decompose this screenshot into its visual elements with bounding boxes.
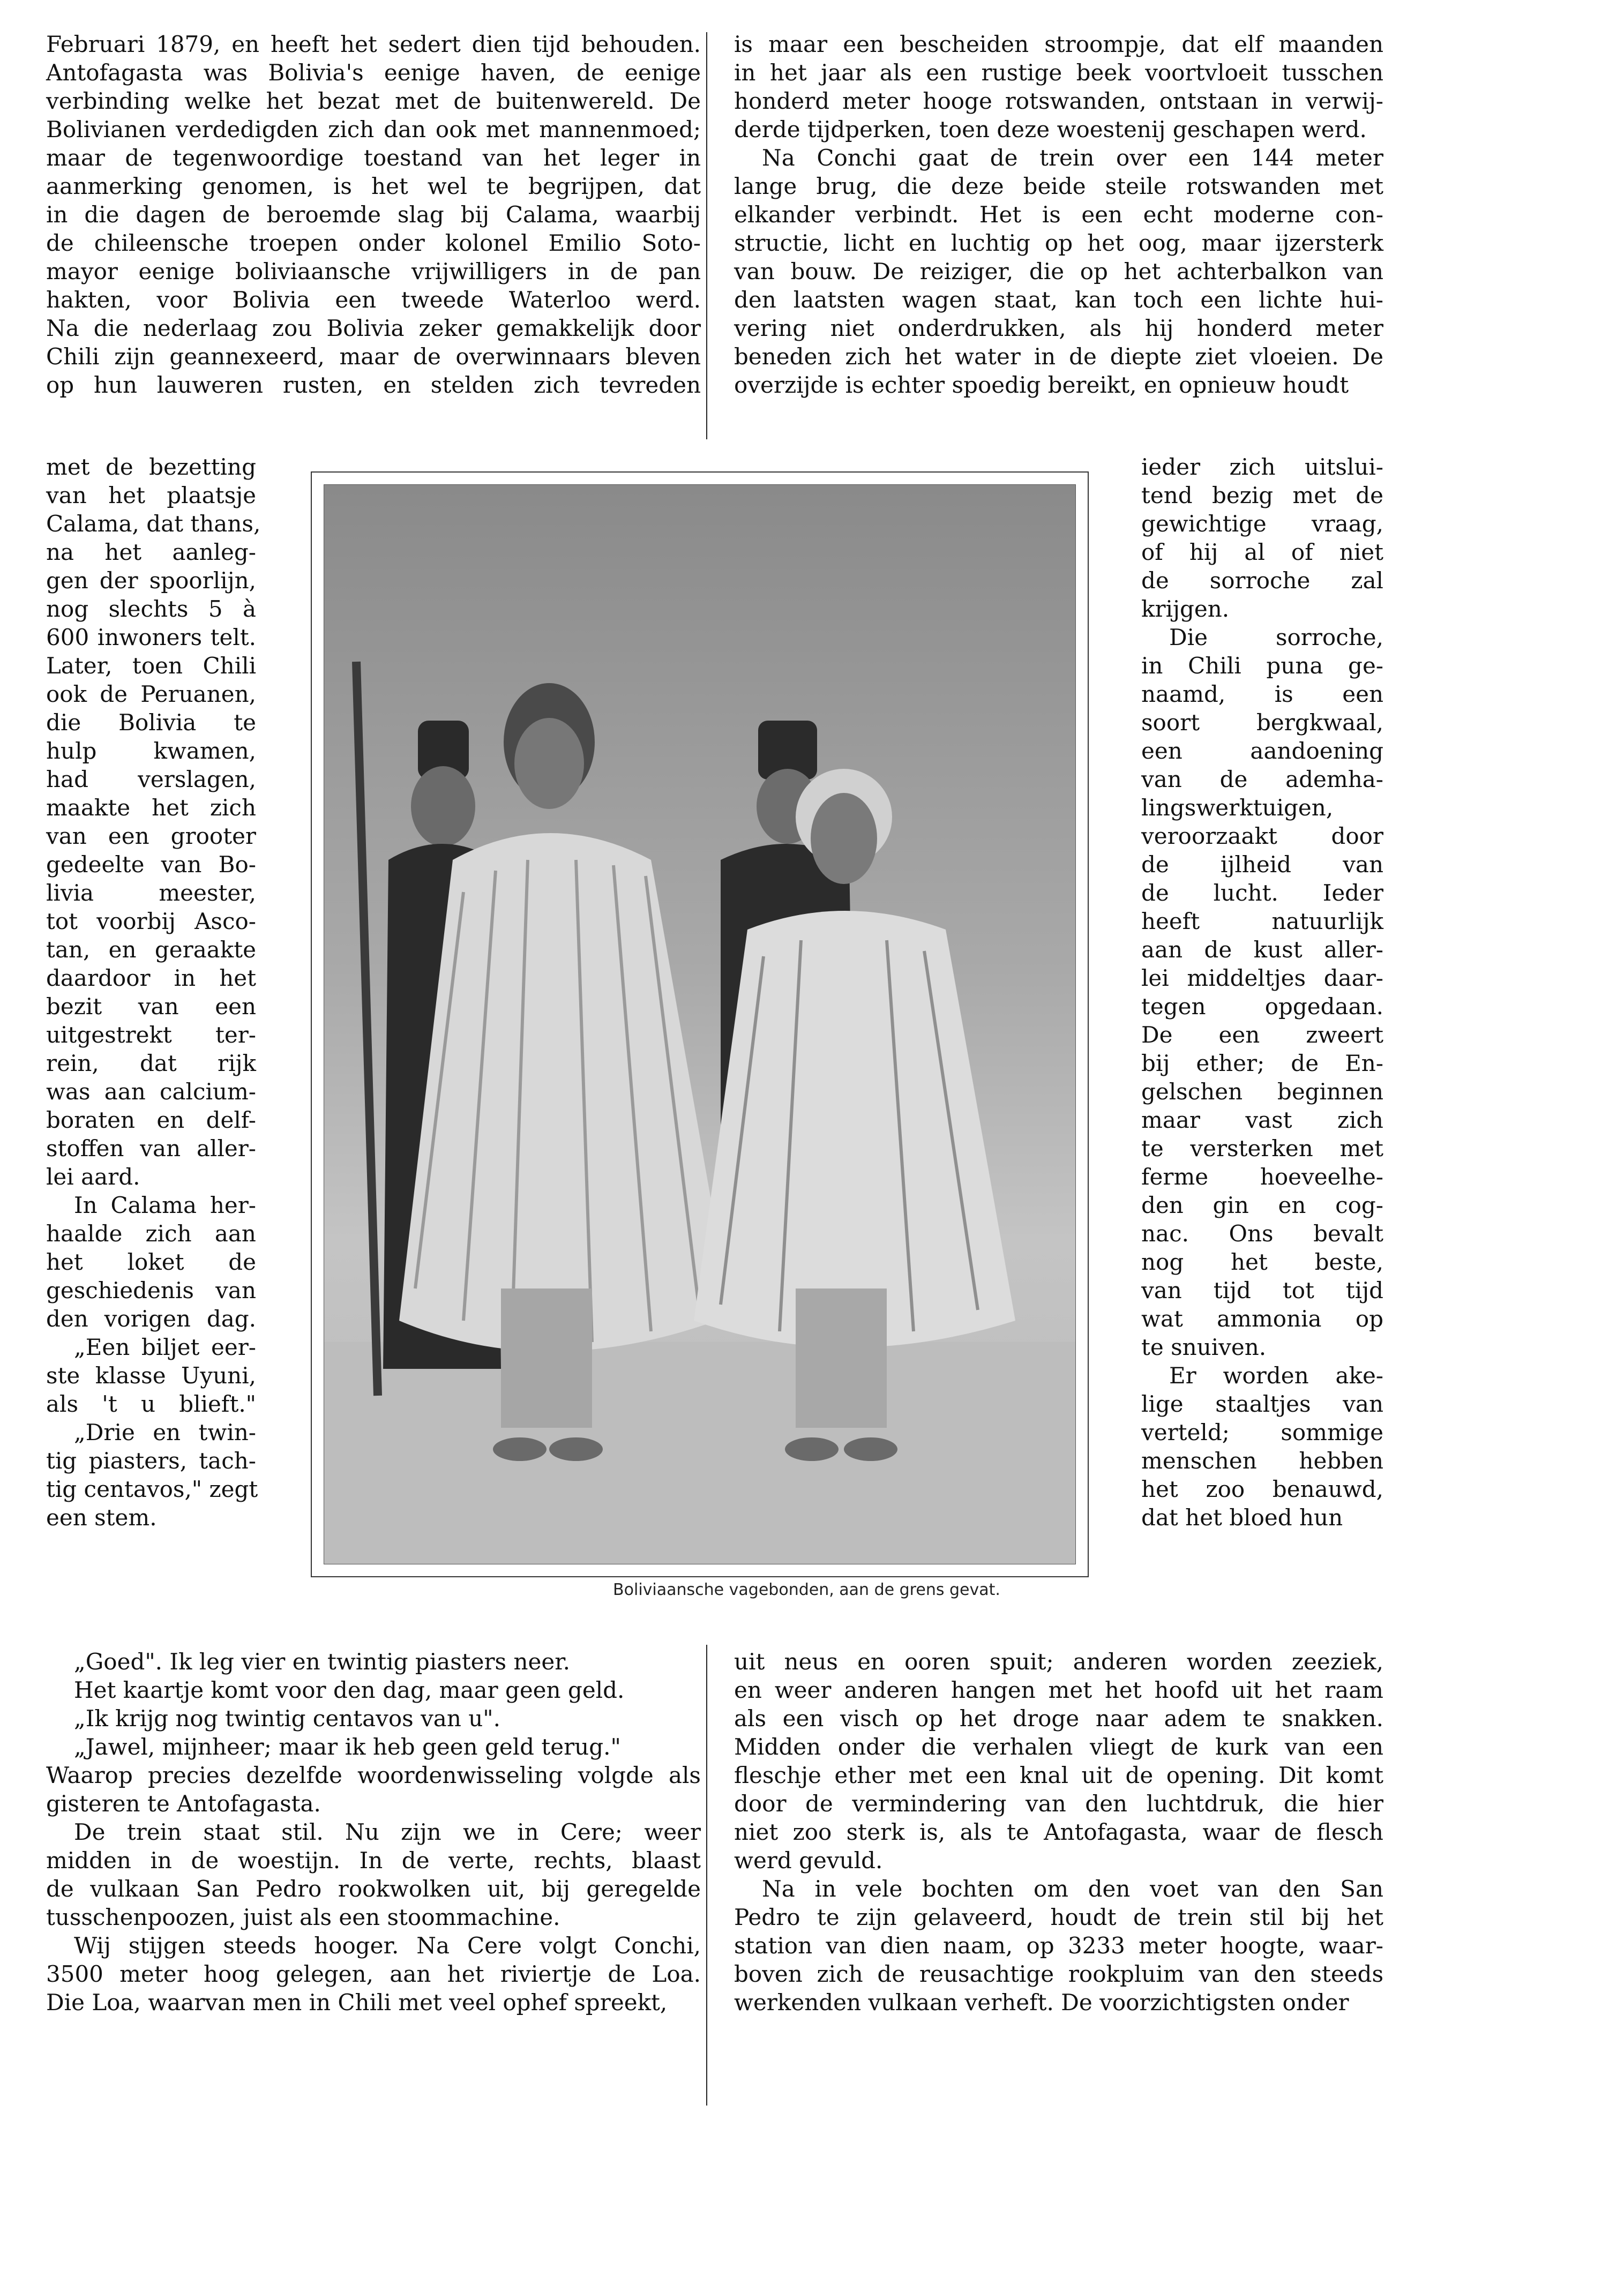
text-line: tan, en geraakte [46, 937, 256, 963]
text-line: Pedro te zijn gelaveerd, houdt de trein stil bij het [734, 1904, 1383, 1930]
text-line: als een visch op het droge naar adem te snakken. [734, 1705, 1383, 1732]
text-line: Het kaartje komt voor den dag, maar geen geld. [74, 1677, 625, 1703]
text-line: Chili zijn geannexeerd, maar de overwinnaars bleven [46, 343, 701, 370]
text-line: tend bezig met de [1141, 482, 1383, 508]
text-line: Calama, dat thans, [46, 511, 261, 537]
text-line: werkenden vulkaan verheft. De voorzichtigsten onder [734, 1989, 1349, 2016]
text-line: Na die nederlaag zou Bolivia zeker gemakkelijk door [46, 315, 701, 341]
text-line: de chileensche troepen onder kolonel Emilio Soto- [46, 230, 701, 256]
text-line: hakten, voor Bolivia een tweede Waterloo werd. [46, 287, 701, 313]
text-line: lei aard. [46, 1164, 140, 1190]
text-line: Februari 1879, en heeft het sedert dien tijd behouden. [46, 31, 701, 57]
text-line: veroorzaakt door [1141, 823, 1383, 849]
text-line: het zoo benauwd, [1141, 1476, 1383, 1502]
text-line: elkander verbindt. Het is een echt moderne con- [734, 201, 1383, 228]
text-line: 600 inwoners telt. [46, 624, 256, 650]
text-line: de sorroche zal [1141, 567, 1383, 594]
text-line: ieder zich uitslui- [1141, 454, 1383, 480]
text-line: lige staaltjes van [1141, 1391, 1383, 1417]
text-line: rein, dat rijk [46, 1050, 256, 1076]
text-line: die Bolivia te [46, 709, 256, 736]
text-line: dat het bloed hun [1141, 1504, 1343, 1531]
left-column-top [46, 30, 701, 399]
text-line: derde tijdperken, toen deze woestenij geschapen werd. [734, 116, 1367, 143]
text-line: door de vermindering van den luchtdruk, die hier [734, 1790, 1383, 1817]
text-line: „Goed". Ik leg vier en twintig piasters neer. [74, 1649, 571, 1675]
text-line: nac. Ons bevalt [1141, 1220, 1383, 1247]
text-line: heeft natuurlijk [1141, 908, 1383, 934]
text-line: van het plaatsje [46, 482, 256, 508]
text-line: van tijd tot tijd [1141, 1277, 1383, 1303]
text-line: te snuiven. [1141, 1334, 1267, 1360]
text-line: de ijlheid van [1141, 851, 1383, 878]
text-line: Die sorroche, [1169, 624, 1383, 650]
text-line: na het aanleg- [46, 539, 256, 565]
text-line: „Drie en twin- [74, 1419, 256, 1445]
text-line: de vulkaan San Pedro rookwolken uit, bij geregelde [46, 1876, 701, 1902]
text-line: In Calama her- [74, 1192, 256, 1218]
text-line: De trein staat stil. Nu zijn we in Cere; weer [74, 1819, 701, 1845]
text-line: boven zich de reusachtige rookpluim van den steeds [734, 1961, 1383, 1987]
text-line: verteld; sommige [1141, 1419, 1383, 1445]
text-line: met de bezetting [46, 454, 256, 480]
text-line: uitgestrekt ter- [46, 1022, 256, 1048]
text-line: ook de Peruanen, [46, 681, 256, 707]
text-line: ste klasse Uyuni, [46, 1362, 256, 1389]
text-line: beneden zich het water in de diepte ziet vloeien. De [734, 343, 1383, 370]
text-line: stoffen van aller- [46, 1135, 256, 1162]
text-line: niet zoo sterk is, als te Antofagasta, waar de flesch [734, 1819, 1383, 1845]
text-line: nog het beste, [1141, 1249, 1383, 1275]
text-line: den laatsten wagen staat, kan toch een lichte hui- [734, 287, 1383, 313]
text-line: den vorigen dag. [46, 1306, 256, 1332]
text-line: De een zweert [1141, 1022, 1383, 1048]
text-line: verbinding welke het bezat met de buitenwereld. De [46, 88, 701, 114]
text-line: uit neus en ooren spuit; anderen worden zeeziek, [734, 1649, 1383, 1675]
text-line: op hun lauweren rusten, en stelden zich tevreden [46, 372, 701, 398]
text-line: Antofagasta was Bolivia's eenige haven, de eenige [46, 59, 701, 86]
text-line: en weer anderen hangen met het hoofd uit het raam [734, 1677, 1383, 1703]
right-column-narrow [1141, 453, 1383, 1532]
text-line: menschen hebben [1141, 1448, 1383, 1474]
text-line: gewichtige vraag, [1141, 511, 1383, 537]
text-line: Waarop precies dezelfde woordenwisseling volgde als [46, 1762, 701, 1788]
text-line: Die Loa, waarvan men in Chili met veel ophef spreekt, [46, 1989, 668, 2016]
photograph-bolivian-vagabonds [324, 484, 1076, 1564]
text-line: in Chili puna ge- [1141, 653, 1383, 679]
text-line: maakte het zich [46, 795, 256, 821]
text-line: Later, toen Chili [46, 653, 256, 679]
text-line: hulp kwamen, [46, 738, 256, 764]
text-line: boraten en delf- [46, 1107, 256, 1133]
text-line: bij ether; de En- [1141, 1050, 1383, 1076]
text-line: naamd, is een [1141, 681, 1383, 707]
text-line: haalde zich aan [46, 1220, 256, 1247]
text-line: tegen opgedaan. [1141, 993, 1383, 1020]
text-line: werd gevuld. [734, 1847, 883, 1874]
text-line: was aan calcium- [46, 1078, 256, 1105]
text-line: wat ammonia op [1141, 1306, 1383, 1332]
text-line: mayor eenige boliviaansche vrijwilligers in de pan [46, 258, 701, 284]
text-line: is maar een bescheiden stroompje, dat elf maanden [734, 31, 1383, 57]
text-line: tig centavos," zegt [46, 1476, 258, 1502]
text-line: in het jaar als een rustige beek voortvloeit tusschen [734, 59, 1383, 86]
text-line: het loket de [46, 1249, 256, 1275]
text-line: Bolivianen verdedigden zich dan ook met mannenmoed; [46, 116, 701, 143]
text-line: geschiedenis van [46, 1277, 256, 1303]
text-line: aan de kust aller- [1141, 937, 1383, 963]
text-line: bezit van een [46, 993, 256, 1020]
text-line: maar vast zich [1141, 1107, 1383, 1133]
column-divider-bottom [706, 1645, 707, 2106]
text-line: gisteren te Antofagasta. [46, 1790, 321, 1817]
text-line: krijgen. [1141, 596, 1230, 622]
text-line: tot voorbij Asco- [46, 908, 256, 934]
text-line: fleschje ether met een knal uit de opening. Dit komt [734, 1762, 1383, 1788]
text-line: van de ademha- [1141, 766, 1383, 792]
text-line: tig piasters, tach- [46, 1448, 256, 1474]
text-line: 3500 meter hoog gelegen, aan het riviertje de Loa. [46, 1961, 701, 1987]
text-line: ferme hoeveelhe- [1141, 1164, 1383, 1190]
text-line: lange brug, die deze beide steile rotswanden met [734, 173, 1383, 199]
text-line: nog slechts 5 à [46, 596, 256, 622]
text-line: soort bergkwaal, [1141, 709, 1383, 736]
text-line: van een grooter [46, 823, 256, 849]
text-line: als 't u blieft." [46, 1391, 256, 1417]
text-line: Midden onder die verhalen vliegt de kurk van een [734, 1734, 1383, 1760]
text-line: midden in de woestijn. In de verte, rechts, blaast [46, 1847, 701, 1874]
text-line: den gin en cog- [1141, 1192, 1383, 1218]
text-line: structie, licht en luchtig op het oog, maar ijzersterk [734, 230, 1383, 256]
photo-caption: Boliviaansche vagebonden, aan de grens gevat. [613, 1580, 1000, 1599]
right-column-top [734, 30, 1383, 399]
photograph-frame [311, 471, 1089, 1577]
text-line: „Jawel, mijnheer; maar ik heb geen geld terug." [74, 1734, 621, 1760]
text-line: „Een biljet eer- [74, 1334, 256, 1360]
text-line: overzijde is echter spoedig bereikt, en opnieuw houdt [734, 372, 1349, 398]
text-line: of hij al of niet [1141, 539, 1383, 565]
text-line: te versterken met [1141, 1135, 1383, 1162]
text-line: lei middeltjes daar- [1141, 965, 1383, 991]
text-line: „Ik krijg nog twintig centavos van u". [74, 1705, 500, 1732]
text-line: Na in vele bochten om den voet van den San [762, 1876, 1383, 1902]
text-line: tusschenpoozen, juist als een stoommachine. [46, 1904, 560, 1930]
text-line: had verslagen, [46, 766, 256, 792]
right-column-bottom [734, 1647, 1383, 2017]
text-line: station van dien naam, op 3233 meter hoogte, waar- [734, 1932, 1383, 1959]
left-column-narrow [46, 453, 261, 1532]
text-line: Wij stijgen steeds hooger. Na Cere volgt Conchi, [74, 1932, 701, 1959]
text-line: aanmerking genomen, is het wel te begrijpen, dat [46, 173, 701, 199]
text-line: gedeelte van Bo- [46, 851, 256, 878]
text-line: een stem. [46, 1504, 157, 1531]
text-line: daardoor in het [46, 965, 256, 991]
text-line: livia meester, [46, 880, 256, 906]
column-divider-top [706, 32, 707, 439]
text-line: lingswerktuigen, [1141, 795, 1334, 821]
text-line: in die dagen de beroemde slag bij Calama, waarbij [46, 201, 701, 228]
left-column-bottom [46, 1647, 701, 2017]
text-line: vering niet onderdrukken, als hij honderd meter [734, 315, 1383, 341]
text-line: gelschen beginnen [1141, 1078, 1383, 1105]
text-line: een aandoening [1141, 738, 1383, 764]
text-line: de lucht. Ieder [1141, 880, 1383, 906]
text-line: Er worden ake- [1169, 1362, 1383, 1389]
text-line: Na Conchi gaat de trein over een 144 meter [762, 145, 1383, 171]
text-line: gen der spoorlijn, [46, 567, 256, 594]
text-line: maar de tegenwoordige toestand van het leger in [46, 145, 701, 171]
text-line: honderd meter hooge rotswanden, ontstaan in verwij- [734, 88, 1383, 114]
text-line: van bouw. De reiziger, die op het achterbalkon van [734, 258, 1383, 284]
